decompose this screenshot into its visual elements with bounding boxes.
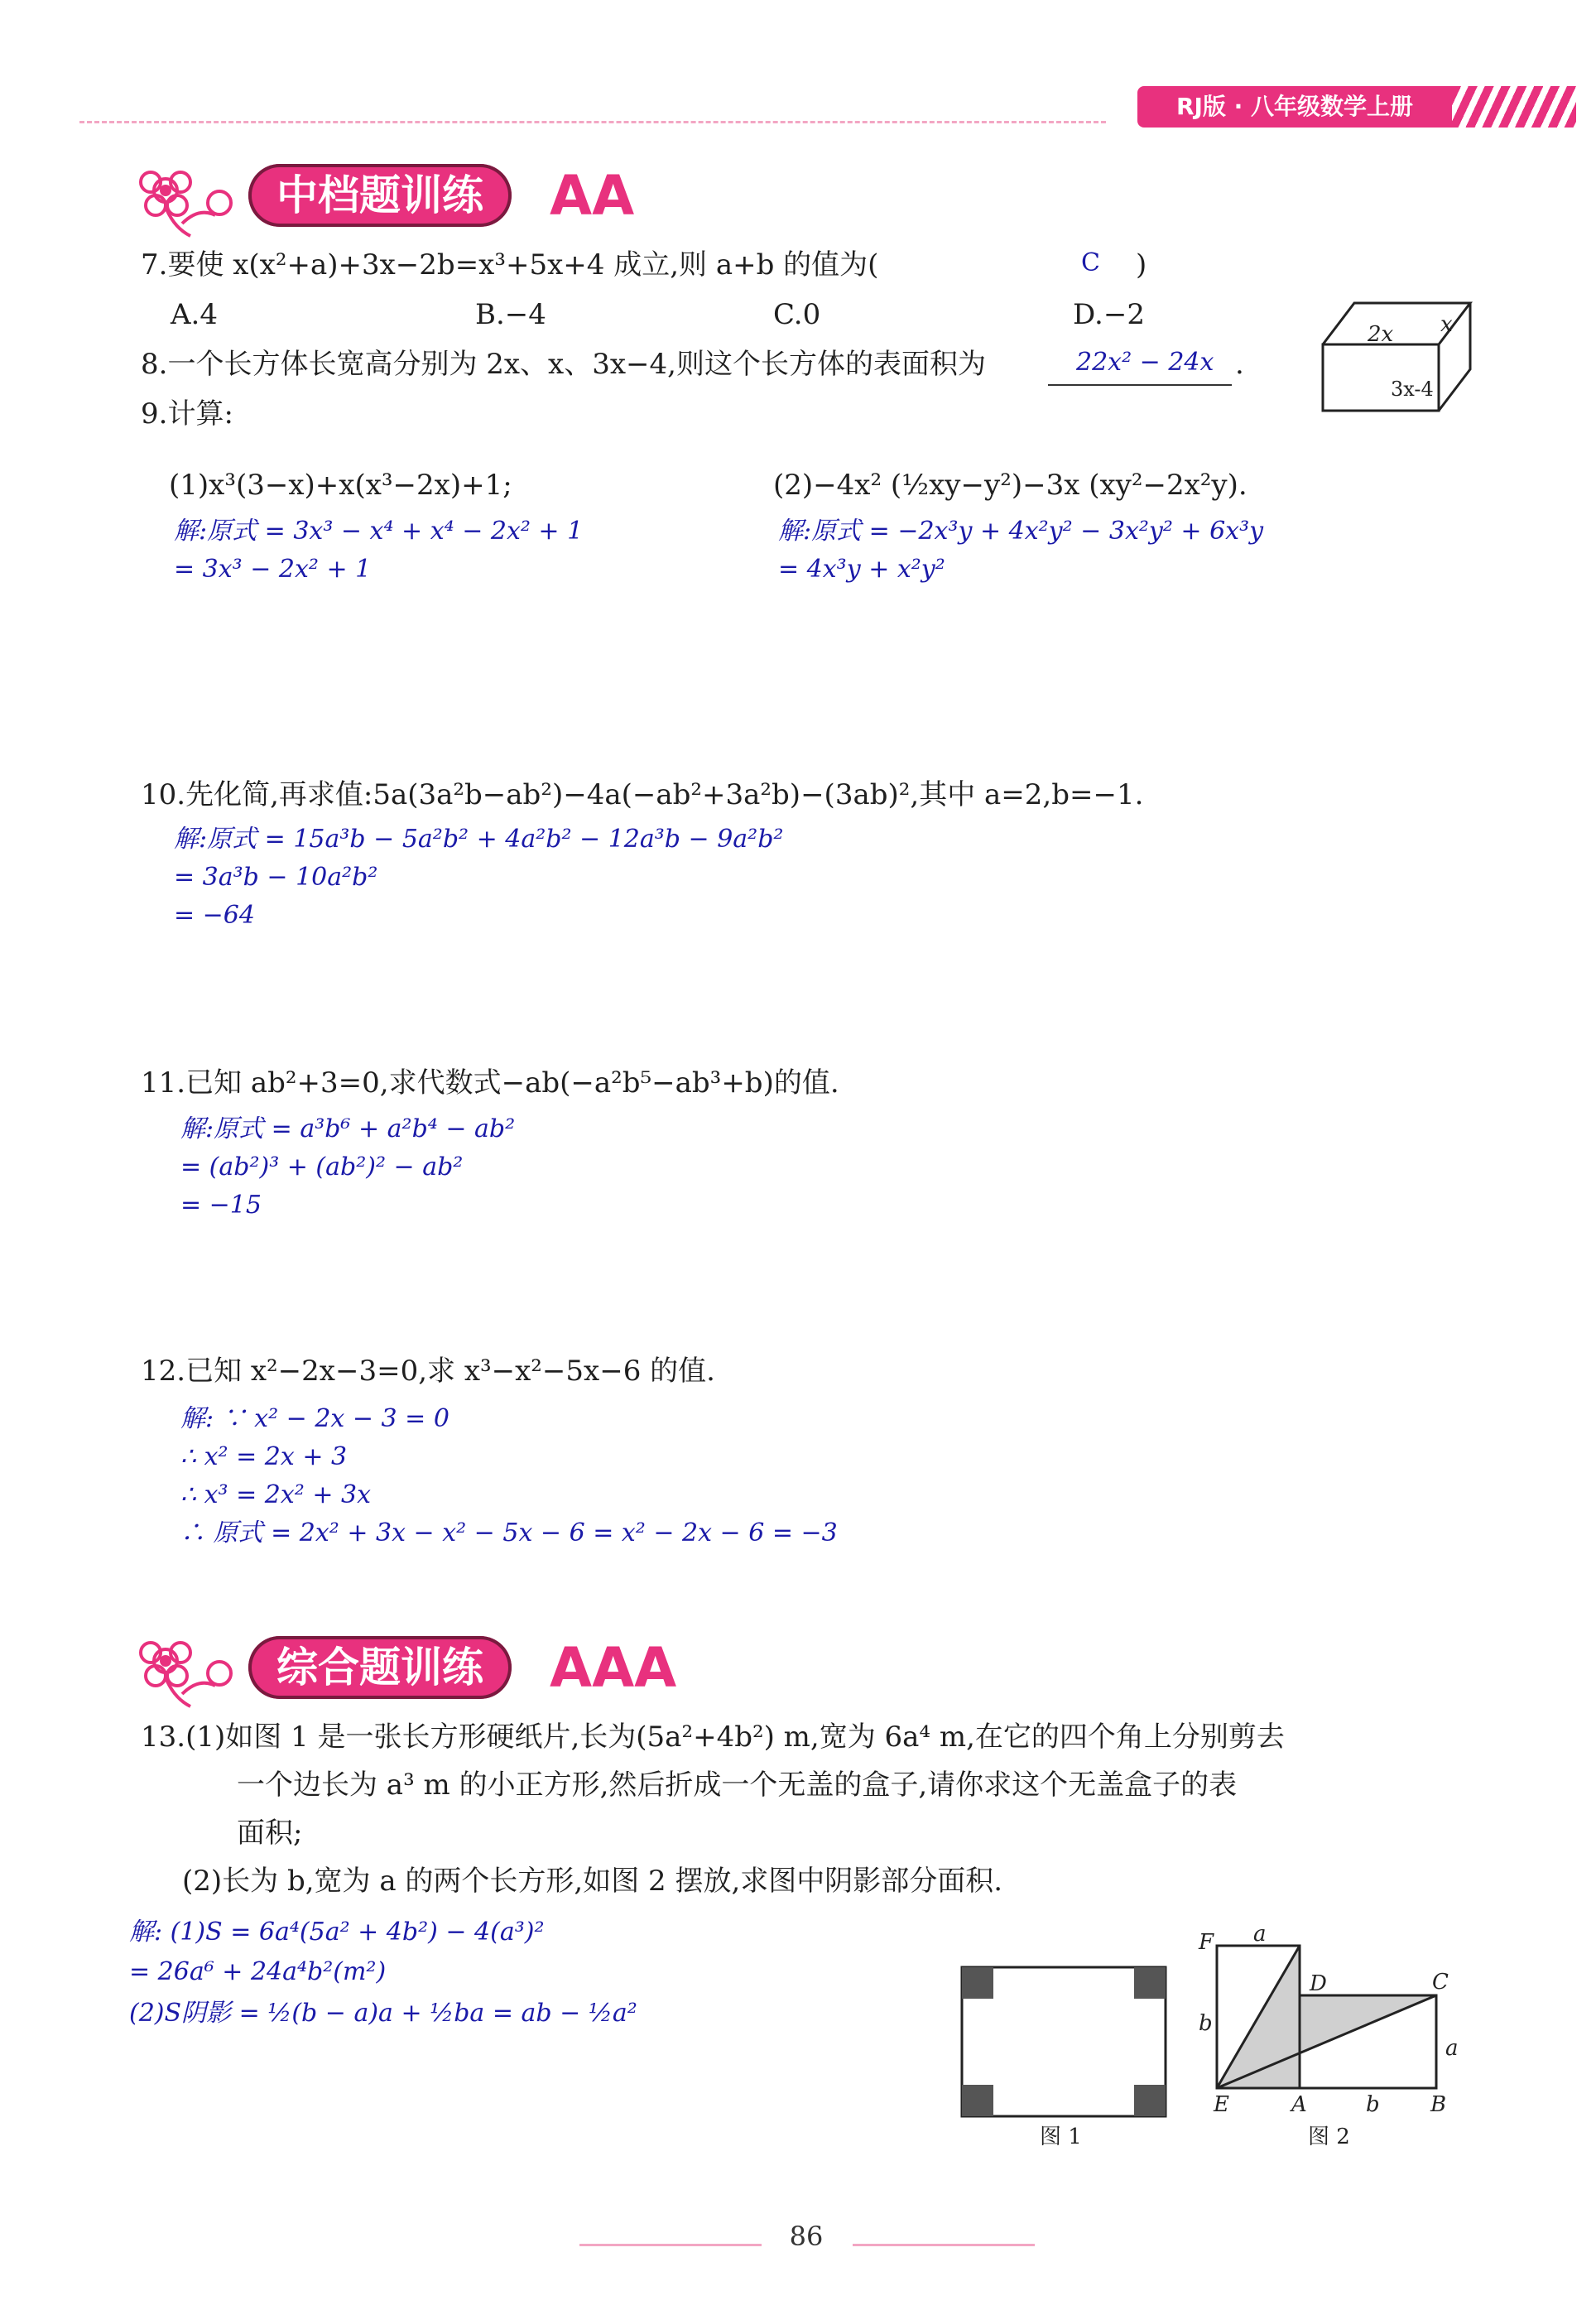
cuboid-label-3x-4: 3x-4	[1391, 378, 1434, 401]
figure2-label-C: C	[1432, 1970, 1449, 1995]
figure2-label-B: B	[1430, 2092, 1447, 2116]
q7-option-a: A.4	[171, 298, 218, 331]
q7-stem: 7.要使 x(x²+a)+3x−2b=x³+5x+4 成立,则 a+b 的值为(	[141, 248, 879, 282]
header-stripes	[1452, 86, 1576, 128]
figure2-label-D: D	[1310, 1971, 1327, 1996]
q13-solution-line3: (2)S阴影 = ½(b − a)a + ½ba = ab − ½a²	[129, 1999, 637, 2028]
q11-solution-line1: 解:原式 = a³b⁶ + a²b⁴ − ab²	[180, 1114, 516, 1143]
q10-solution-line1: 解:原式 = 15a³b − 5a²b² + 4a²b² − 12a³b − 9a²b²	[174, 825, 784, 854]
q7-option-d: D.−2	[1073, 298, 1145, 331]
q9-part1: (1)x³(3−x)+x(x³−2x)+1;	[169, 469, 512, 502]
q9-stem: 9.计算:	[141, 397, 233, 431]
q13-solution-line2: = 26a⁶ + 24a⁴b²(m²)	[129, 1957, 387, 1986]
q9-part2-solution-line1: 解:原式 = −2x³y + 4x²y² − 3x²y² + 6x³y	[778, 517, 1264, 546]
figure2-label-a-top: a	[1253, 1922, 1267, 1947]
figure2-label-F: F	[1199, 1930, 1214, 1955]
q12-stem: 12.已知 x²−2x−3=0,求 x³−x²−5x−6 的值.	[141, 1355, 715, 1388]
figure1-caption: 图 1	[1040, 2125, 1082, 2149]
q7-close: )	[1136, 248, 1147, 282]
q11-solution-line3: = −15	[180, 1191, 262, 1220]
q10-stem: 10.先化简,再求值:5a(3a²b−ab²)−4a(−ab²+3a²b)−(3ab)²,其中 a=2,b=−1.	[141, 778, 1144, 811]
q13-solution-line1: 解: (1)S = 6a⁴(5a² + 4b²) − 4(a³)²	[129, 1918, 545, 1947]
section-title-comprehensive: 综合题训练	[248, 1636, 512, 1699]
q13-line1: 13.(1)如图 1 是一张长方形硬纸片,长为(5a²+4b²) m,宽为 6a⁴ m,在它的四个角上分别剪去	[141, 1720, 1285, 1754]
flower-icon	[132, 157, 248, 240]
q9-part2-solution-line2: = 4x³y + x²y²	[778, 555, 945, 584]
figure2-label-b-bottom: b	[1366, 2092, 1380, 2116]
q8-end: .	[1235, 348, 1244, 381]
figure2-label-a-right: a	[1445, 2036, 1459, 2061]
figure2-caption: 图 2	[1308, 2125, 1350, 2149]
figure2-rectangles	[1192, 1918, 1473, 2116]
section-title-medium: 中档题训练	[248, 164, 512, 227]
q8-stem: 8.一个长方体长宽高分别为 2x、x、3x−4,则这个长方体的表面积为	[141, 348, 986, 381]
q11-solution-line2: = (ab²)³ + (ab²)² − ab²	[180, 1153, 464, 1181]
q8-answer-blank	[1048, 384, 1232, 386]
q13-line4: (2)长为 b,宽为 a 的两个长方形,如图 2 摆放,求图中阴影部分面积.	[182, 1865, 1003, 1898]
footer-line-left	[579, 2244, 762, 2246]
footer-line-right	[853, 2244, 1035, 2246]
q12-solution-line1: 解: ∵ x² − 2x − 3 = 0	[180, 1404, 449, 1433]
q9-part2: (2)−4x² (½xy−y²)−3x (xy²−2x²y).	[773, 469, 1247, 502]
header-dashed-line	[79, 121, 1106, 123]
q11-stem: 11.已知 ab²+3=0,求代数式−ab(−a²b⁵−ab³+b)的值.	[141, 1066, 839, 1100]
q10-solution-line3: = −64	[174, 901, 255, 930]
q8-answer: 22x² − 24x	[1076, 348, 1214, 377]
q7-option-c: C.0	[773, 298, 821, 331]
q13-line3: 面积;	[237, 1817, 303, 1850]
figure2-label-A: A	[1291, 2092, 1307, 2116]
flower-icon	[132, 1628, 248, 1711]
q7-option-b: B.−4	[475, 298, 546, 331]
cuboid-label-2x: 2x	[1368, 322, 1394, 347]
section-level-comprehensive: AAA	[550, 1636, 677, 1700]
header-badge: RJ版 · 八年级数学上册	[1137, 86, 1452, 128]
q9-part1-solution-line2: = 3x³ − 2x² + 1	[174, 555, 372, 584]
q12-solution-line2: ∴ x² = 2x + 3	[180, 1442, 348, 1471]
q7-answer: C	[1081, 248, 1100, 277]
q13-line2: 一个边长为 a³ m 的小正方形,然后折成一个无盖的盒子,请你求这个无盖盒子的表	[237, 1769, 1238, 1802]
figure2-label-b-left: b	[1199, 2011, 1213, 2036]
page-number: 86	[789, 2221, 824, 2252]
section-level-medium: AA	[550, 164, 635, 228]
cuboid-label-x: x	[1440, 312, 1453, 337]
q12-solution-line3: ∴ x³ = 2x² + 3x	[180, 1480, 372, 1509]
cuboid-figure	[1316, 295, 1482, 419]
figure1-cardboard	[960, 1966, 1167, 2118]
q9-part1-solution-line1: 解:原式 = 3x³ − x⁴ + x⁴ − 2x² + 1	[174, 517, 584, 546]
figure2-label-E: E	[1214, 2092, 1229, 2116]
q10-solution-line2: = 3a³b − 10a²b²	[174, 863, 378, 892]
q12-solution-line4: ∴ 原式 = 2x² + 3x − x² − 5x − 6 = x² − 2x − 6 = −3	[180, 1518, 838, 1547]
